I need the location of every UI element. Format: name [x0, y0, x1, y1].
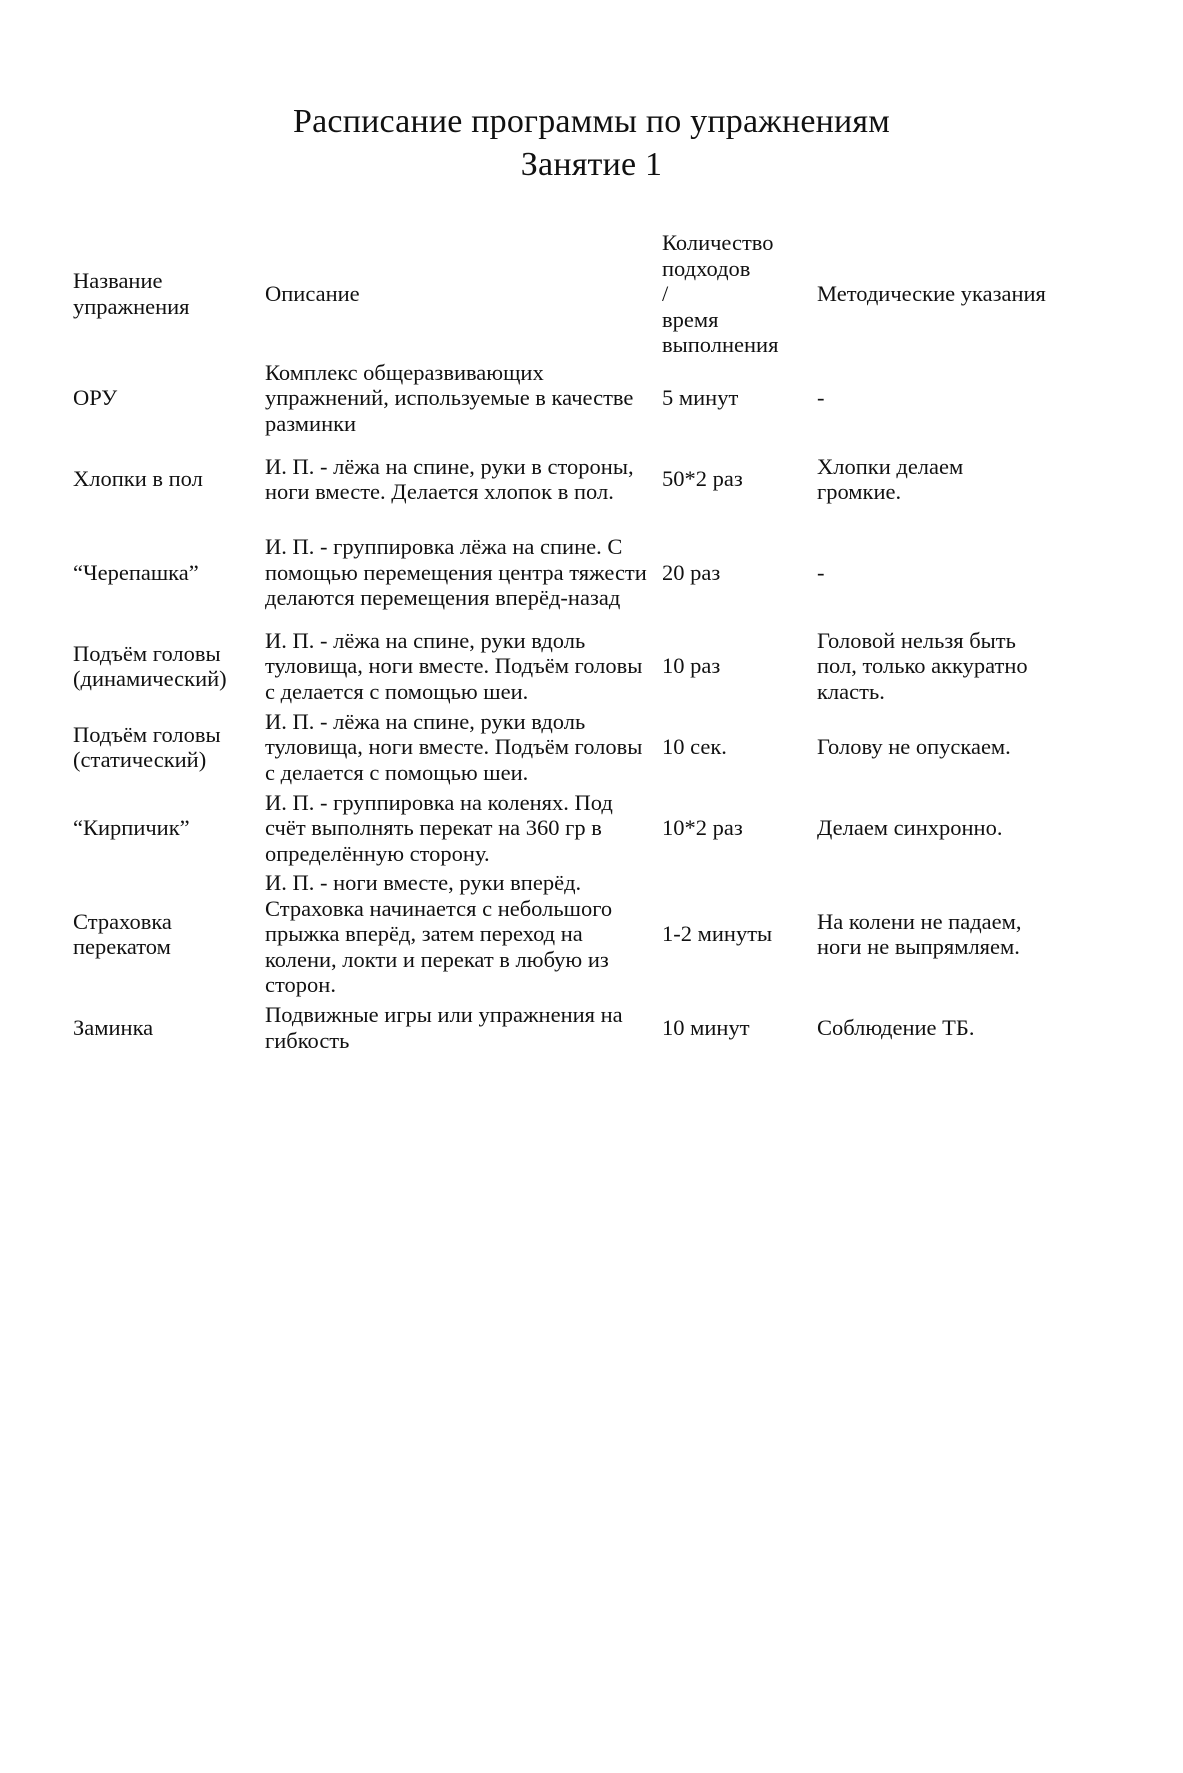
cell-description: Подвижные игры или упражнения на гибкость	[265, 1002, 623, 1053]
cell-name: Подъём головы (динамический)	[73, 640, 227, 691]
table-row	[73, 707, 1047, 788]
cell-quantity: 10 раз	[662, 653, 721, 679]
title-block	[0, 100, 1183, 186]
cell-notes: Головой нельзя быть пол, только аккуратно класть.	[817, 627, 1028, 704]
table-row	[73, 439, 1047, 520]
exercise-schedule-table	[73, 230, 1047, 1056]
cell-notes: -	[817, 559, 825, 585]
page-title: Расписание программы по упражнениям	[293, 103, 890, 140]
cell-name: Заминка	[73, 1014, 154, 1040]
cell-description: И. П. - лёжа на спине, руки в стороны, ноги вместе. Делается хлопок в пол.	[265, 453, 634, 504]
cell-notes: Хлопки делаем громкие.	[817, 453, 964, 504]
cell-name: ОРУ	[73, 385, 118, 411]
header-quantity	[662, 230, 817, 358]
header-quantity-line: подходов	[662, 255, 751, 281]
header-quantity-line: выполнения	[662, 332, 779, 357]
cell-description: И. П. - группировка лёжа на спине. С помощью перемещения центра тяжести делаются перемещения вперёд-назад	[265, 534, 647, 611]
cell-notes: -	[817, 385, 825, 411]
cell-description: И. П. - лёжа на спине, руки вдоль туловища, ноги вместе. Подъём головы с делается с помощью шеи.	[265, 627, 643, 704]
header-quantity-line: время	[662, 306, 719, 332]
cell-quantity: 5 минут	[662, 385, 739, 411]
table-row	[73, 869, 1047, 1000]
header-name: Название упражнения	[73, 268, 190, 319]
header-quantity-line: Количество	[662, 230, 774, 255]
cell-quantity: 20 раз	[662, 559, 721, 585]
table-header-row	[73, 230, 1047, 358]
table-row	[73, 358, 1047, 439]
header-description: Описание	[265, 281, 360, 306]
table-row	[73, 1000, 1047, 1056]
cell-name: “Кирпичик”	[73, 815, 190, 841]
table-row	[73, 520, 1047, 626]
cell-name: Страховка перекатом	[73, 908, 172, 959]
cell-description: Комплекс общеразвивающих упражнений, используемые в качестве разминки	[265, 359, 634, 436]
cell-quantity: 10*2 раз	[662, 815, 743, 841]
header-notes: Методические указания	[817, 281, 1046, 306]
cell-notes: Делаем синхронно.	[817, 815, 1003, 841]
cell-quantity: 1-2 минуты	[662, 921, 773, 947]
cell-name: Подъём головы (статический)	[73, 721, 221, 772]
cell-description: И. П. - ноги вместе, руки вперёд. Страховка начинается с небольшого прыжка вперёд, затем переход на колени, локти и перекат в любую из сторон.	[265, 870, 613, 998]
page-subtitle: Занятие 1	[520, 146, 663, 183]
cell-notes: Голову не опускаем.	[817, 734, 1011, 760]
table-row	[73, 626, 1047, 707]
cell-name: “Черепашка”	[73, 559, 199, 585]
cell-quantity: 10 сек.	[662, 734, 727, 760]
cell-notes: Соблюдение ТБ.	[817, 1014, 975, 1040]
table-body	[73, 358, 1047, 1056]
cell-quantity: 50*2 раз	[662, 466, 743, 492]
cell-quantity: 10 минут	[662, 1014, 750, 1040]
header-quantity-line: /	[662, 281, 669, 306]
cell-name: Хлопки в пол	[73, 466, 203, 492]
cell-description: И. П. - лёжа на спине, руки вдоль туловища, ноги вместе. Подъём головы с делается с помощью шеи.	[265, 708, 643, 785]
cell-notes: На колени не падаем, ноги не выпрямляем.	[817, 908, 1022, 959]
cell-description: И. П. - группировка на коленях. Под счёт выполнять перекат на 360 гр в определённую сторону.	[265, 789, 613, 866]
table-header	[73, 230, 1047, 358]
table-row	[73, 788, 1047, 869]
